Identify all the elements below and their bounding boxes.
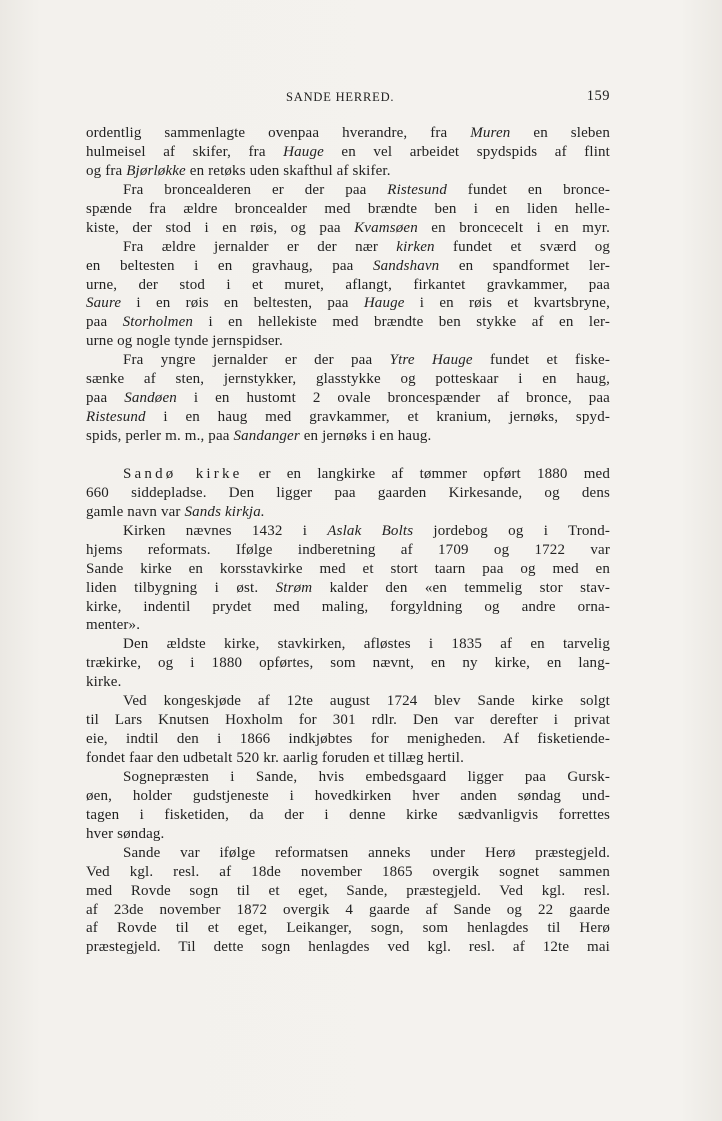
text-line: en beltesten i en gravhaug, paa Sandshavn en spandformet ler- (86, 257, 610, 274)
text-line: kirke. (86, 674, 122, 691)
text-line: spids, perler m. m., paa Sandanger en jernøks i en haug. (86, 428, 432, 444)
text-line: til Lars Knutsen Hoxholm for 301 rdlr. Den var derefter i privat (86, 712, 610, 729)
text-line: Fra broncealderen er der paa Ristesund fundet en bronce- (123, 181, 610, 198)
text-line: eie, indtil den i 1866 indkjøbtes for menigheden. Af fisketiende- (86, 731, 610, 748)
text-line: paa Storholmen i en hellekiste med brændte ben stykke af en ler- (86, 314, 610, 331)
text-line: hjems reformats. Ifølge indberetning af 1709 og 1722 var (86, 541, 610, 558)
text-line: tagen i fisketiden, da der i denne kirke sædvanligvis forrettes (86, 806, 610, 823)
text-line: trækirke, og i 1880 opførtes, som nævnt, en ny kirke, en lang- (86, 655, 610, 672)
text-line: Den ældste kirke, stavkirken, afløstes i 1835 af en tarvelig (123, 636, 610, 653)
text-line: og fra Bjørløkke en retøks uden skafthul af skifer. (86, 162, 391, 179)
text-line: kirke, indentil prydet med maling, forgyldning og andre orna- (86, 598, 610, 615)
text-line: 660 siddepladse. Den ligger paa gaarden Kirkesande, og dens (86, 484, 610, 501)
text-line: liden tilbygning i øst. Strøm kalder den «en temmelig stor stav- (86, 579, 611, 596)
text-line: øen, holder gudstjeneste i hovedkirken hver anden søndag und- (86, 787, 610, 804)
text-line: fondet faar den udbetalt 520 kr. aarlig foruden et tillæg hertil. (86, 750, 464, 766)
running-head: SANDE HERRED. (286, 90, 395, 104)
text-line: Ristesund i en haug med gravkammer, et kranium, jernøks, spyd- (86, 409, 610, 426)
text-line: Sande var ifølge reformatsen anneks under Herø præstegjeld. (123, 844, 610, 861)
text-line: urne, der stod i et muret, aflangt, firkantet gravkammer, paa (86, 276, 610, 293)
text-line: Fra ældre jernalder er der nær kirken fundet et sværd og (123, 238, 610, 255)
page-number: 159 (586, 88, 610, 104)
text-line: af 23de november 1872 overgik 4 gaarde af Sande og 22 gaarde (86, 901, 610, 918)
text-line: med Rovde sogn til et eget, Sande, præstegjeld. Ved kgl. resl. (86, 882, 610, 899)
text-line: Sognepræsten i Sande, hvis embedsgaard ligger paa Gursk- (123, 768, 610, 785)
text-line: Ved kgl. resl. af 18de november 1865 overgik sognet sammen (86, 863, 610, 880)
text-line: Saure i en røis en beltesten, paa Hauge i en røis et kvartsbryne, (86, 295, 610, 312)
text-line: Fra yngre jernalder er der paa Ytre Hauge fundet et fiske- (123, 352, 610, 369)
text-line: spænde fra ældre broncealder med brændte ben i en liden helle- (86, 200, 610, 217)
text-line: kiste, der stod i en røis, og paa Kvamsøen en broncecelt i en myr. (86, 219, 610, 236)
text-line: Ved kongeskjøde af 12te august 1724 blev Sande kirke solgt (123, 693, 610, 710)
text-line: præstegjeld. Til dette sogn henlagdes ved kgl. resl. af 12te mai (86, 939, 610, 956)
text-line: paa Sandøen i en hustomt 2 ovale broncespænder af bronce, paa (86, 390, 610, 407)
text-line: hulmeisel af skifer, fra Hauge en vel arbeidet spydspids af flint (86, 143, 610, 160)
text-line: sænke af sten, jernstykker, glasstykke og potteskaar i en haug, (86, 371, 610, 388)
text-line: ordentlig sammenlagte ovenpaa hverandre, fra Muren en sleben (86, 125, 610, 141)
section-gap (86, 446, 610, 465)
text-line: gamle navn var Sands kirkja. (86, 503, 265, 520)
text-line: hver søndag. (86, 825, 165, 842)
text-line: Sande kirke en korsstavkirke med et stort taarn paa og med en (86, 560, 610, 577)
page-header (86, 88, 610, 108)
text-line: Sandø kirke er en langkirke af tømmer opført 1880 med (123, 465, 610, 482)
text-line: Kirken nævnes 1432 i Aslak Bolts jordebog og i Trond- (123, 522, 610, 539)
text-line: menter». (86, 617, 141, 634)
text-line: af Rovde til et eget, Leikanger, sogn, som henlagdes til Herø (86, 920, 610, 937)
body-text (86, 124, 610, 957)
text-line: urne og nogle tynde jernspidser. (86, 333, 283, 350)
